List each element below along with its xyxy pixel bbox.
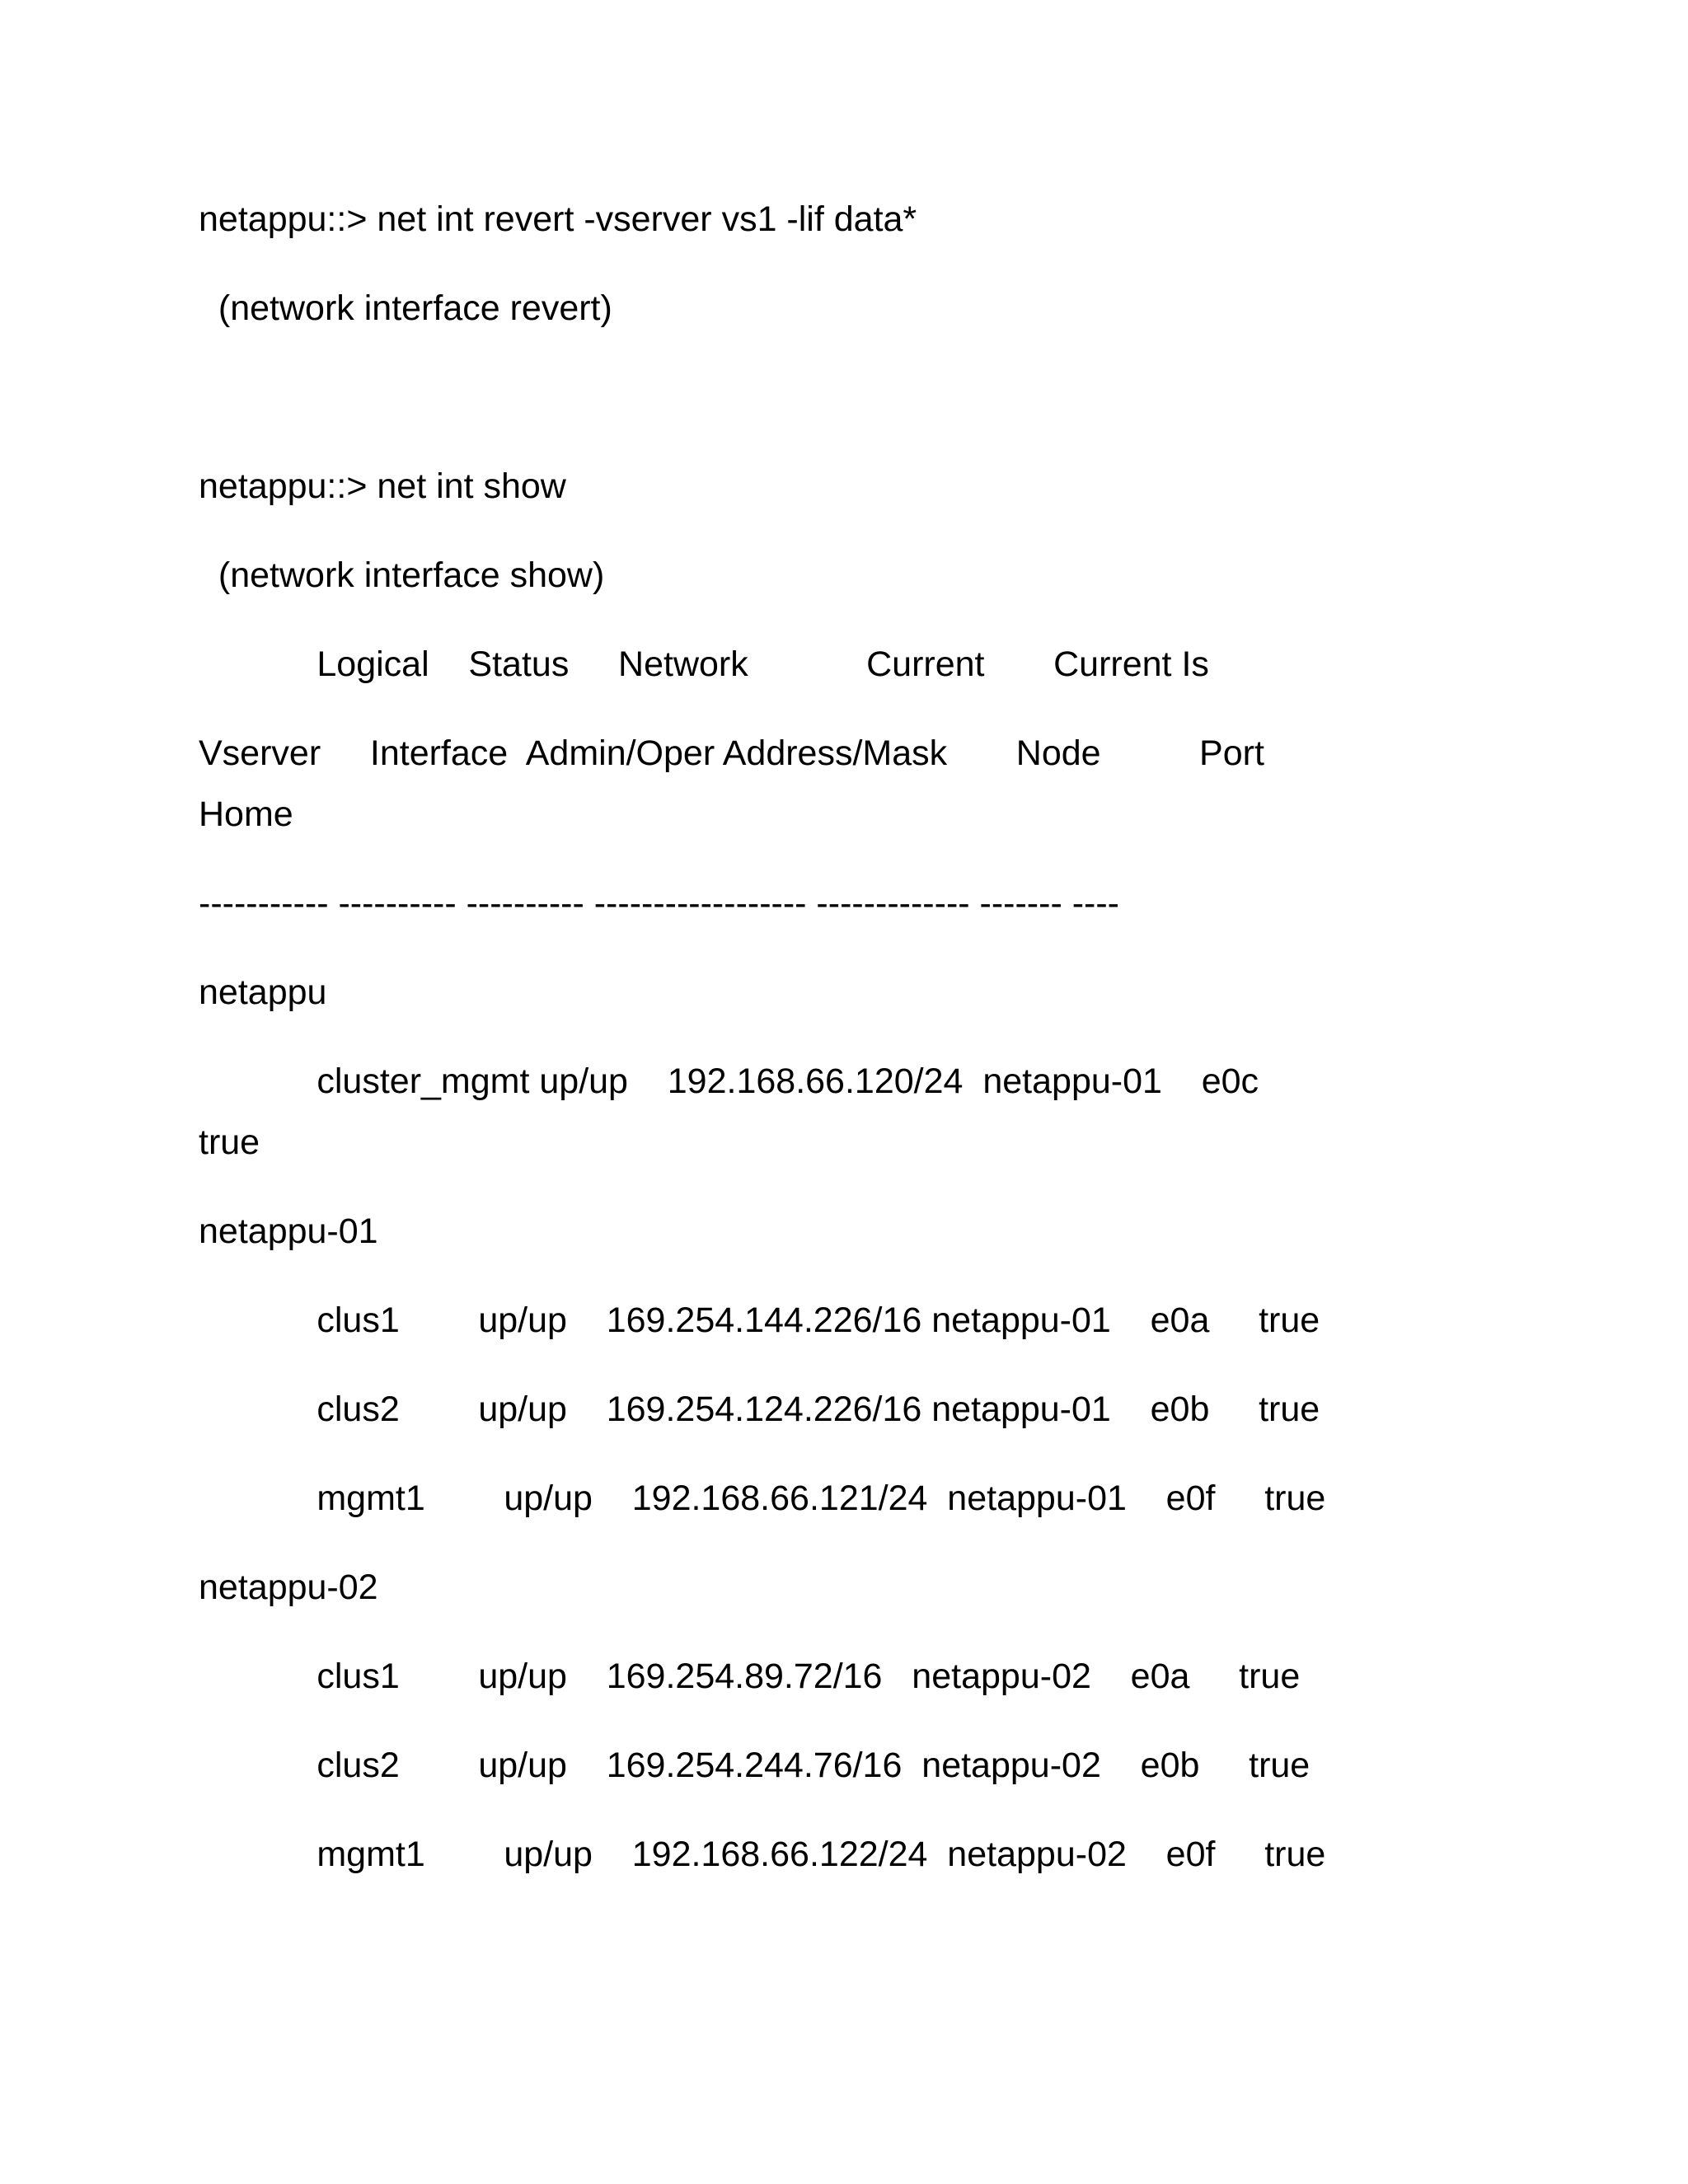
command-revert: netappu::> net int revert -vserver vs1 -lif data* [199, 199, 917, 239]
vserver-group-netappu: netappu [199, 972, 327, 1012]
table-row: mgmt1 up/up 192.168.66.121/24 netappu-01 e0f true [199, 1479, 1326, 1518]
table-row: clus1 up/up 169.254.144.226/16 netappu-01 e0a true [199, 1301, 1320, 1340]
table-row: clus1 up/up 169.254.89.72/16 netappu-02 e0a true [199, 1657, 1301, 1696]
table-row: mgmt1 up/up 192.168.66.122/24 netappu-02 e0f true [199, 1835, 1326, 1874]
table-separator: ----------- ---------- ---------- ------------------ ------------- ------- ---- [199, 883, 1119, 923]
table-header-row-2-wrap: Home [199, 794, 293, 834]
vserver-group-netappu-01: netappu-01 [199, 1212, 378, 1251]
command-show: netappu::> net int show [199, 466, 566, 506]
command-revert-expansion: (network interface revert) [199, 288, 612, 328]
table-row: clus2 up/up 169.254.124.226/16 netappu-01 e0b true [199, 1390, 1320, 1429]
table-row: cluster_mgmt up/up 192.168.66.120/24 netappu-01 e0c [199, 1062, 1259, 1101]
table-header-row-1: Logical Status Network Current Current Is [199, 644, 1209, 684]
table-header-row-2: Vserver Interface Admin/Oper Address/Mask Node Port [199, 733, 1264, 773]
table-row-wrap: true [199, 1122, 260, 1162]
vserver-group-netappu-02: netappu-02 [199, 1568, 378, 1607]
table-row: clus2 up/up 169.254.244.76/16 netappu-02 e0b true [199, 1746, 1311, 1785]
command-show-expansion: (network interface show) [199, 555, 605, 595]
